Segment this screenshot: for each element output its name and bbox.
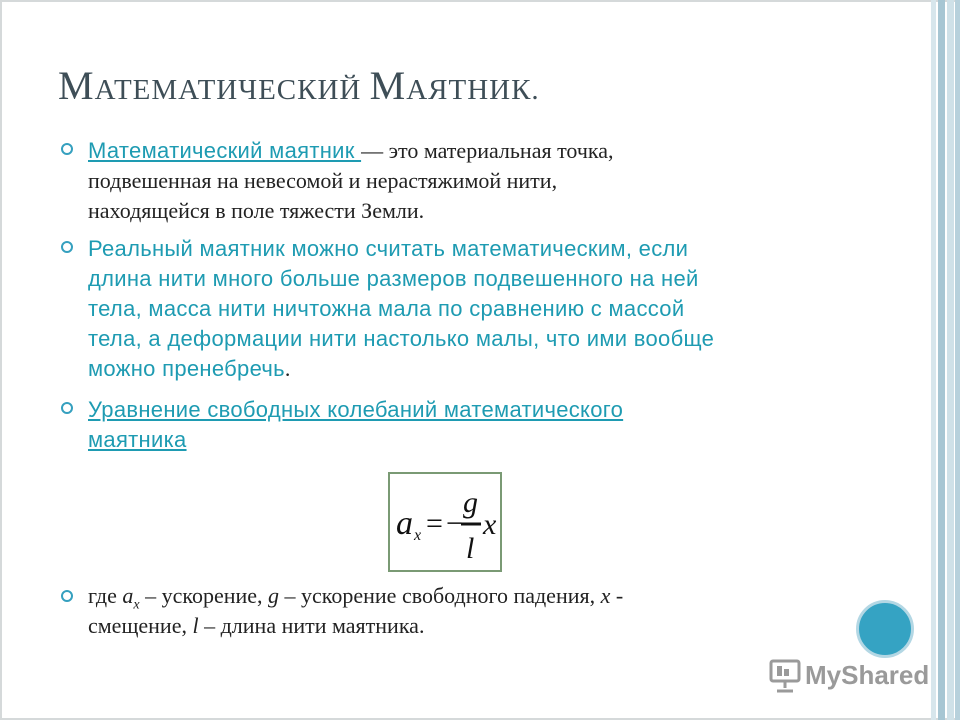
formula-minus: − bbox=[446, 507, 463, 540]
text-where: где bbox=[88, 583, 123, 608]
decorative-circle bbox=[856, 600, 914, 658]
pendulum-equation-formula bbox=[390, 474, 500, 570]
bullet-2-line-2: длина нити много больше размеров подвешенного на ней bbox=[88, 266, 699, 291]
bullet-2-period: . bbox=[284, 356, 291, 381]
bullet-2-line-5-text: можно пренебречь bbox=[88, 356, 285, 381]
watermark-text: MyShared bbox=[805, 660, 930, 690]
formula-denominator: l bbox=[466, 532, 475, 565]
watermark bbox=[768, 656, 928, 696]
text-gravity: – ускорение свободного падения, bbox=[279, 583, 601, 608]
text-length: – длина нити маятника. bbox=[198, 613, 425, 638]
text-acceleration: – ускорение, bbox=[139, 583, 269, 608]
formula-x: x bbox=[483, 508, 497, 541]
definition-link[interactable]: Математический маятник bbox=[88, 138, 362, 163]
bullet-1-line-3: находящейся в поле тяжести Земли. bbox=[88, 198, 425, 223]
var-l: l bbox=[192, 613, 199, 638]
decorative-side-stripes bbox=[930, 0, 960, 720]
title-cap-2: М bbox=[369, 63, 407, 108]
bullet-icon bbox=[61, 590, 73, 602]
text-displacement: смещение, bbox=[88, 613, 193, 638]
title-part-1: АТЕМАТИЧЕСКИЙ bbox=[94, 74, 370, 106]
var-g: g bbox=[268, 583, 280, 608]
formula-image bbox=[388, 472, 502, 572]
formula-numerator: g bbox=[463, 486, 478, 519]
bullet-1-line-2: подвешенная на невесомой и нерастяжимой нити, bbox=[88, 168, 558, 193]
equation-link-line-1[interactable]: Уравнение свободных колебаний математического bbox=[88, 397, 624, 422]
formula-equals: = bbox=[426, 507, 443, 540]
text-dash: - bbox=[610, 583, 624, 608]
bullet-4-line-2 bbox=[88, 611, 424, 641]
var-a: a bbox=[122, 583, 134, 608]
formula-subscript: x bbox=[414, 527, 422, 544]
bullet-1-line-1 bbox=[88, 136, 614, 166]
slide-title bbox=[58, 62, 540, 109]
bullet-2-line-4: тела, а деформации нити настолько малы, что ими вообще bbox=[88, 326, 715, 351]
var-x: x bbox=[600, 583, 611, 608]
title-part-2: АЯТНИК. bbox=[406, 74, 540, 106]
equation-link-line-2[interactable]: маятника bbox=[88, 427, 187, 452]
bullet-icon bbox=[61, 143, 73, 155]
bullet-2-line-1: Реальный маятник можно считать математическим, если bbox=[88, 236, 689, 261]
definition-text: — это материальная точка, bbox=[361, 138, 614, 163]
formula-a: a bbox=[396, 505, 413, 542]
title-cap-1: М bbox=[58, 63, 95, 108]
var-a-subscript: x bbox=[133, 597, 140, 613]
bullet-icon bbox=[61, 402, 73, 414]
bullet-2-line-5 bbox=[88, 354, 290, 384]
bullet-icon bbox=[61, 241, 73, 253]
bullet-2-line-3: тела, масса нити ничтожна мала по сравнению с массой bbox=[88, 296, 685, 321]
presentation-board-icon bbox=[768, 658, 802, 694]
